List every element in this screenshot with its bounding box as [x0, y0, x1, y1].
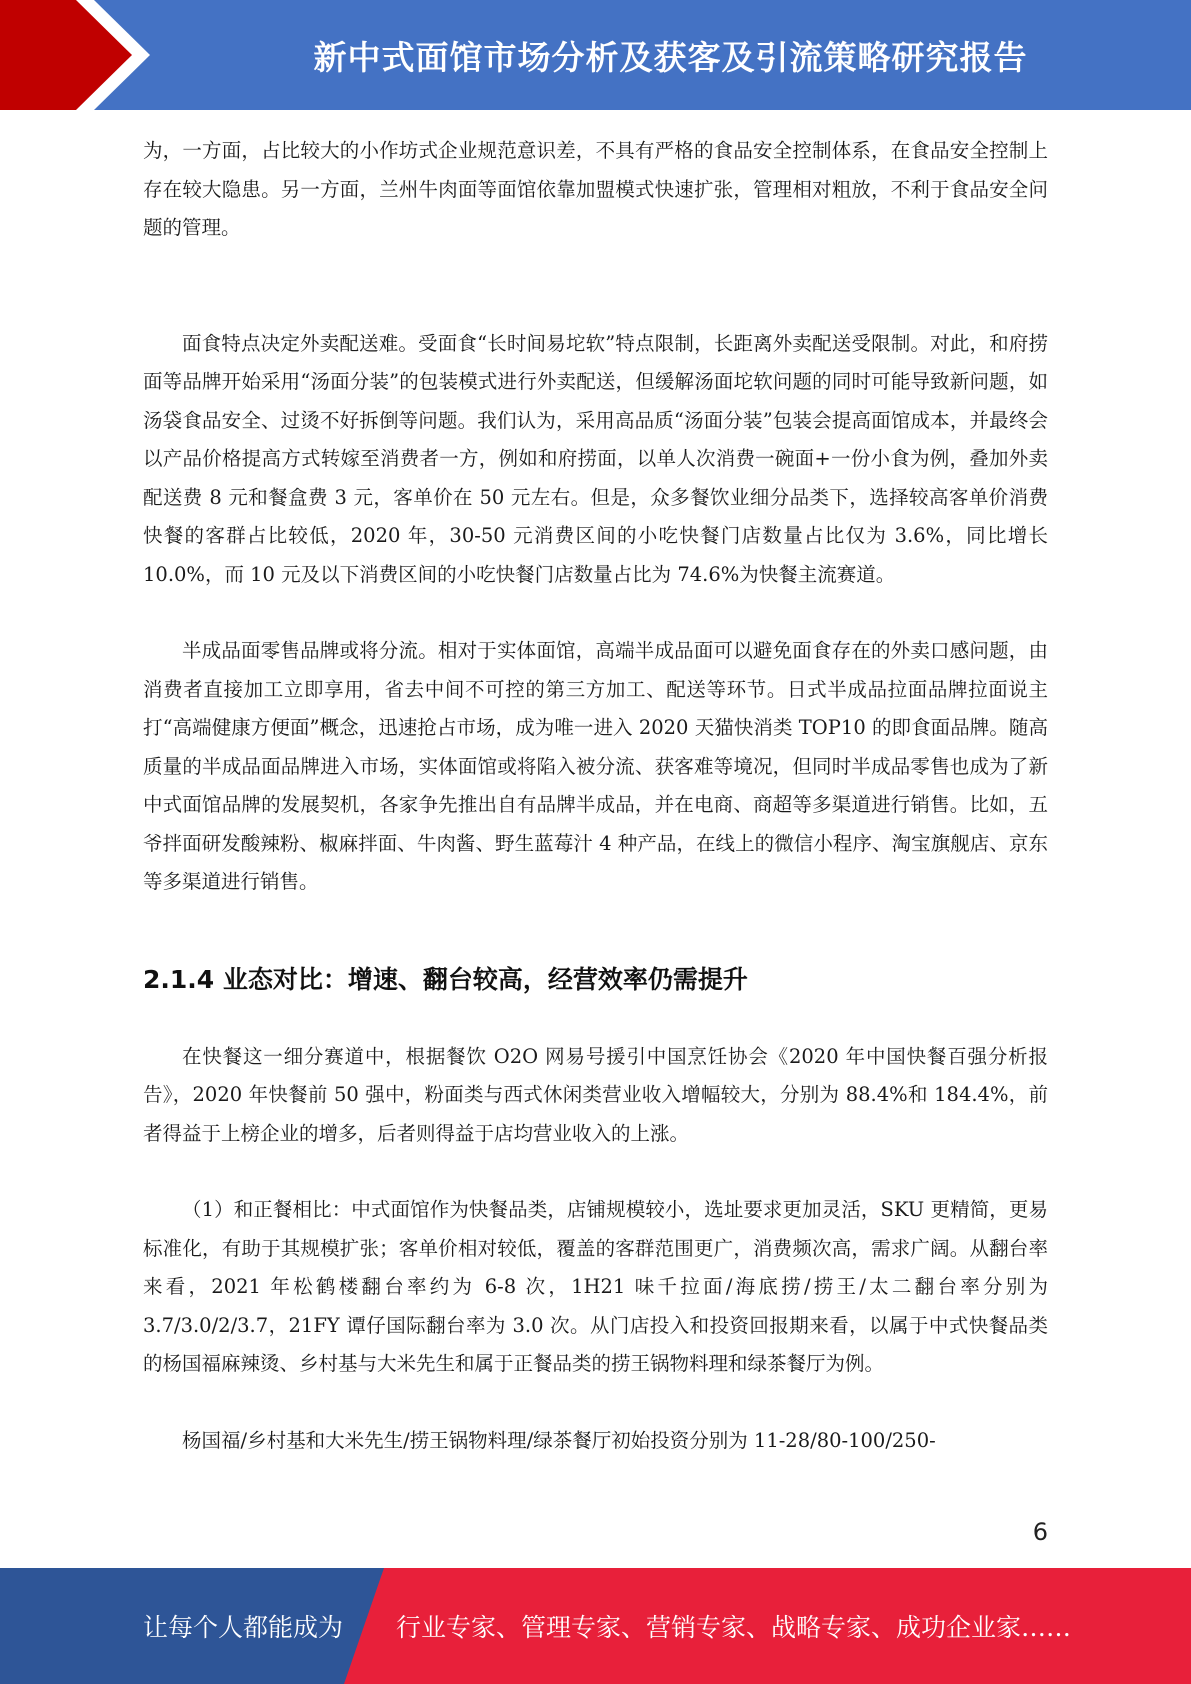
report-body: [143, 132, 1048, 1460]
paragraph-investment: 杨国福/乡村基和大米先生/捞王锅物料理/绿茶餐厅初始投资分别为 11-28/80-100/250-: [182, 1428, 936, 1452]
footer-slogan-left: 让每个人都能成为: [143, 1613, 344, 1642]
page-footer: [0, 1568, 1191, 1684]
page-number: 6: [1032, 1518, 1048, 1546]
paragraph-delivery: 面食特点决定外卖配送难。受面食“长时间易坨软”特点限制，长距离外卖配送受限制。对此，和府捞面等品牌开始采用“汤面分装”的包装模式进行外卖配送，但缓解汤面坨软问题的同时可能导致新问题，如汤袋食品安全、过烫不好拆倒等问题。我们认为，采用高品质“汤面分装”包装会提高面馆成本，并最终会以产品价格提高方式转嫁至消费者一方，例如和府捞面，以单人次消费一碗面+一份小食为例，叠加外卖配送费 8 元和餐盒费 3 元，客单价在 50 元左右。但是，众多餐饮业细分品类下，选择较高客单价消费快餐的客群占比较低，2020 年，30-50 元消费区间的小吃快餐门店数量占比仅为 3.6%，同比增长 10.0%，而 10 元及以下消费区间的小吃快餐门店数量占比为 74.6%为快餐主流赛道。: [143, 331, 1048, 586]
paragraph-semi-finished: 半成品面零售品牌或将分流。相对于实体面馆，高端半成品面可以避免面食存在的外卖口感问题，由消费者直接加工立即享用，省去中间不可控的第三方加工、配送等环节。日式半成品拉面品牌拉面说主打“高端健康方便面”概念，迅速抢占市场，成为唯一进入 2020 天猫快消类 TOP10 的即食面品牌。随高质量的半成品面品牌进入市场，实体面馆或将陷入被分流、获客难等境况，但同时半成品零售也成为了新中式面馆品牌的发展契机，各家争先推出自有品牌半成品，并在电商、商超等多渠道进行销售。比如，五爷拌面研发酸辣粉、椒麻拌面、牛肉酱、野生蓝莓汁 4 种产品，在线上的微信小程序、淘宝旗舰店、京东等多渠道进行销售。: [143, 639, 1048, 893]
paragraph-food-safety: 为，一方面，占比较大的小作坊式企业规范意识差，不具有严格的食品安全控制体系，在食品安全控制上存在较大隐患。另一方面，兰州牛肉面等面馆依靠加盟模式快速扩张，管理相对粗放，不利于食品安全问题的管理。: [143, 139, 1048, 239]
paragraph-fast-food: 在快餐这一细分赛道中，根据餐饮 O2O 网易号援引中国烹饪协会《2020 年中国快餐百强分析报告》，2020 年快餐前 50 强中，粉面类与西式休闲类营业收入增幅较大，分别为 88.4%和 184.4%，前者得益于上榜企业的增多，后者则得益于店均营业收入的上涨。: [143, 1044, 1048, 1145]
report-title: 新中式面馆市场分析及获客及引流策略研究报告: [313, 37, 1028, 77]
section-heading: 2.1.4 业态对比：增速、翻台较高，经营效率仍需提升: [143, 964, 748, 994]
page-header: [0, 0, 1191, 110]
footer-slogan-right: 行业专家、管理专家、营销专家、战略专家、成功企业家……: [396, 1613, 1072, 1642]
paragraph-comparison: （1）和正餐相比：中式面馆作为快餐品类，店铺规模较小，选址要求更加灵活，SKU 更精简，更易标准化，有助于其规模扩张；客单价相对较低，覆盖的客群范围更广，消费频次高，需求广阔。从翻台率来看，2021 年松鹤楼翻台率约为 6-8 次，1H21 味千拉面/海底捞/捞王/太二翻台率分别为 3.7/3.0/2/3.7，21FY 谭仔国际翻台率为 3.0 次。从门店投入和投资回报期来看，以属于中式快餐品类的杨国福麻辣烫、乡村基与大米先生和属于正餐品类的捞王锅物料理和绿茶餐厅为例。: [143, 1198, 1048, 1375]
